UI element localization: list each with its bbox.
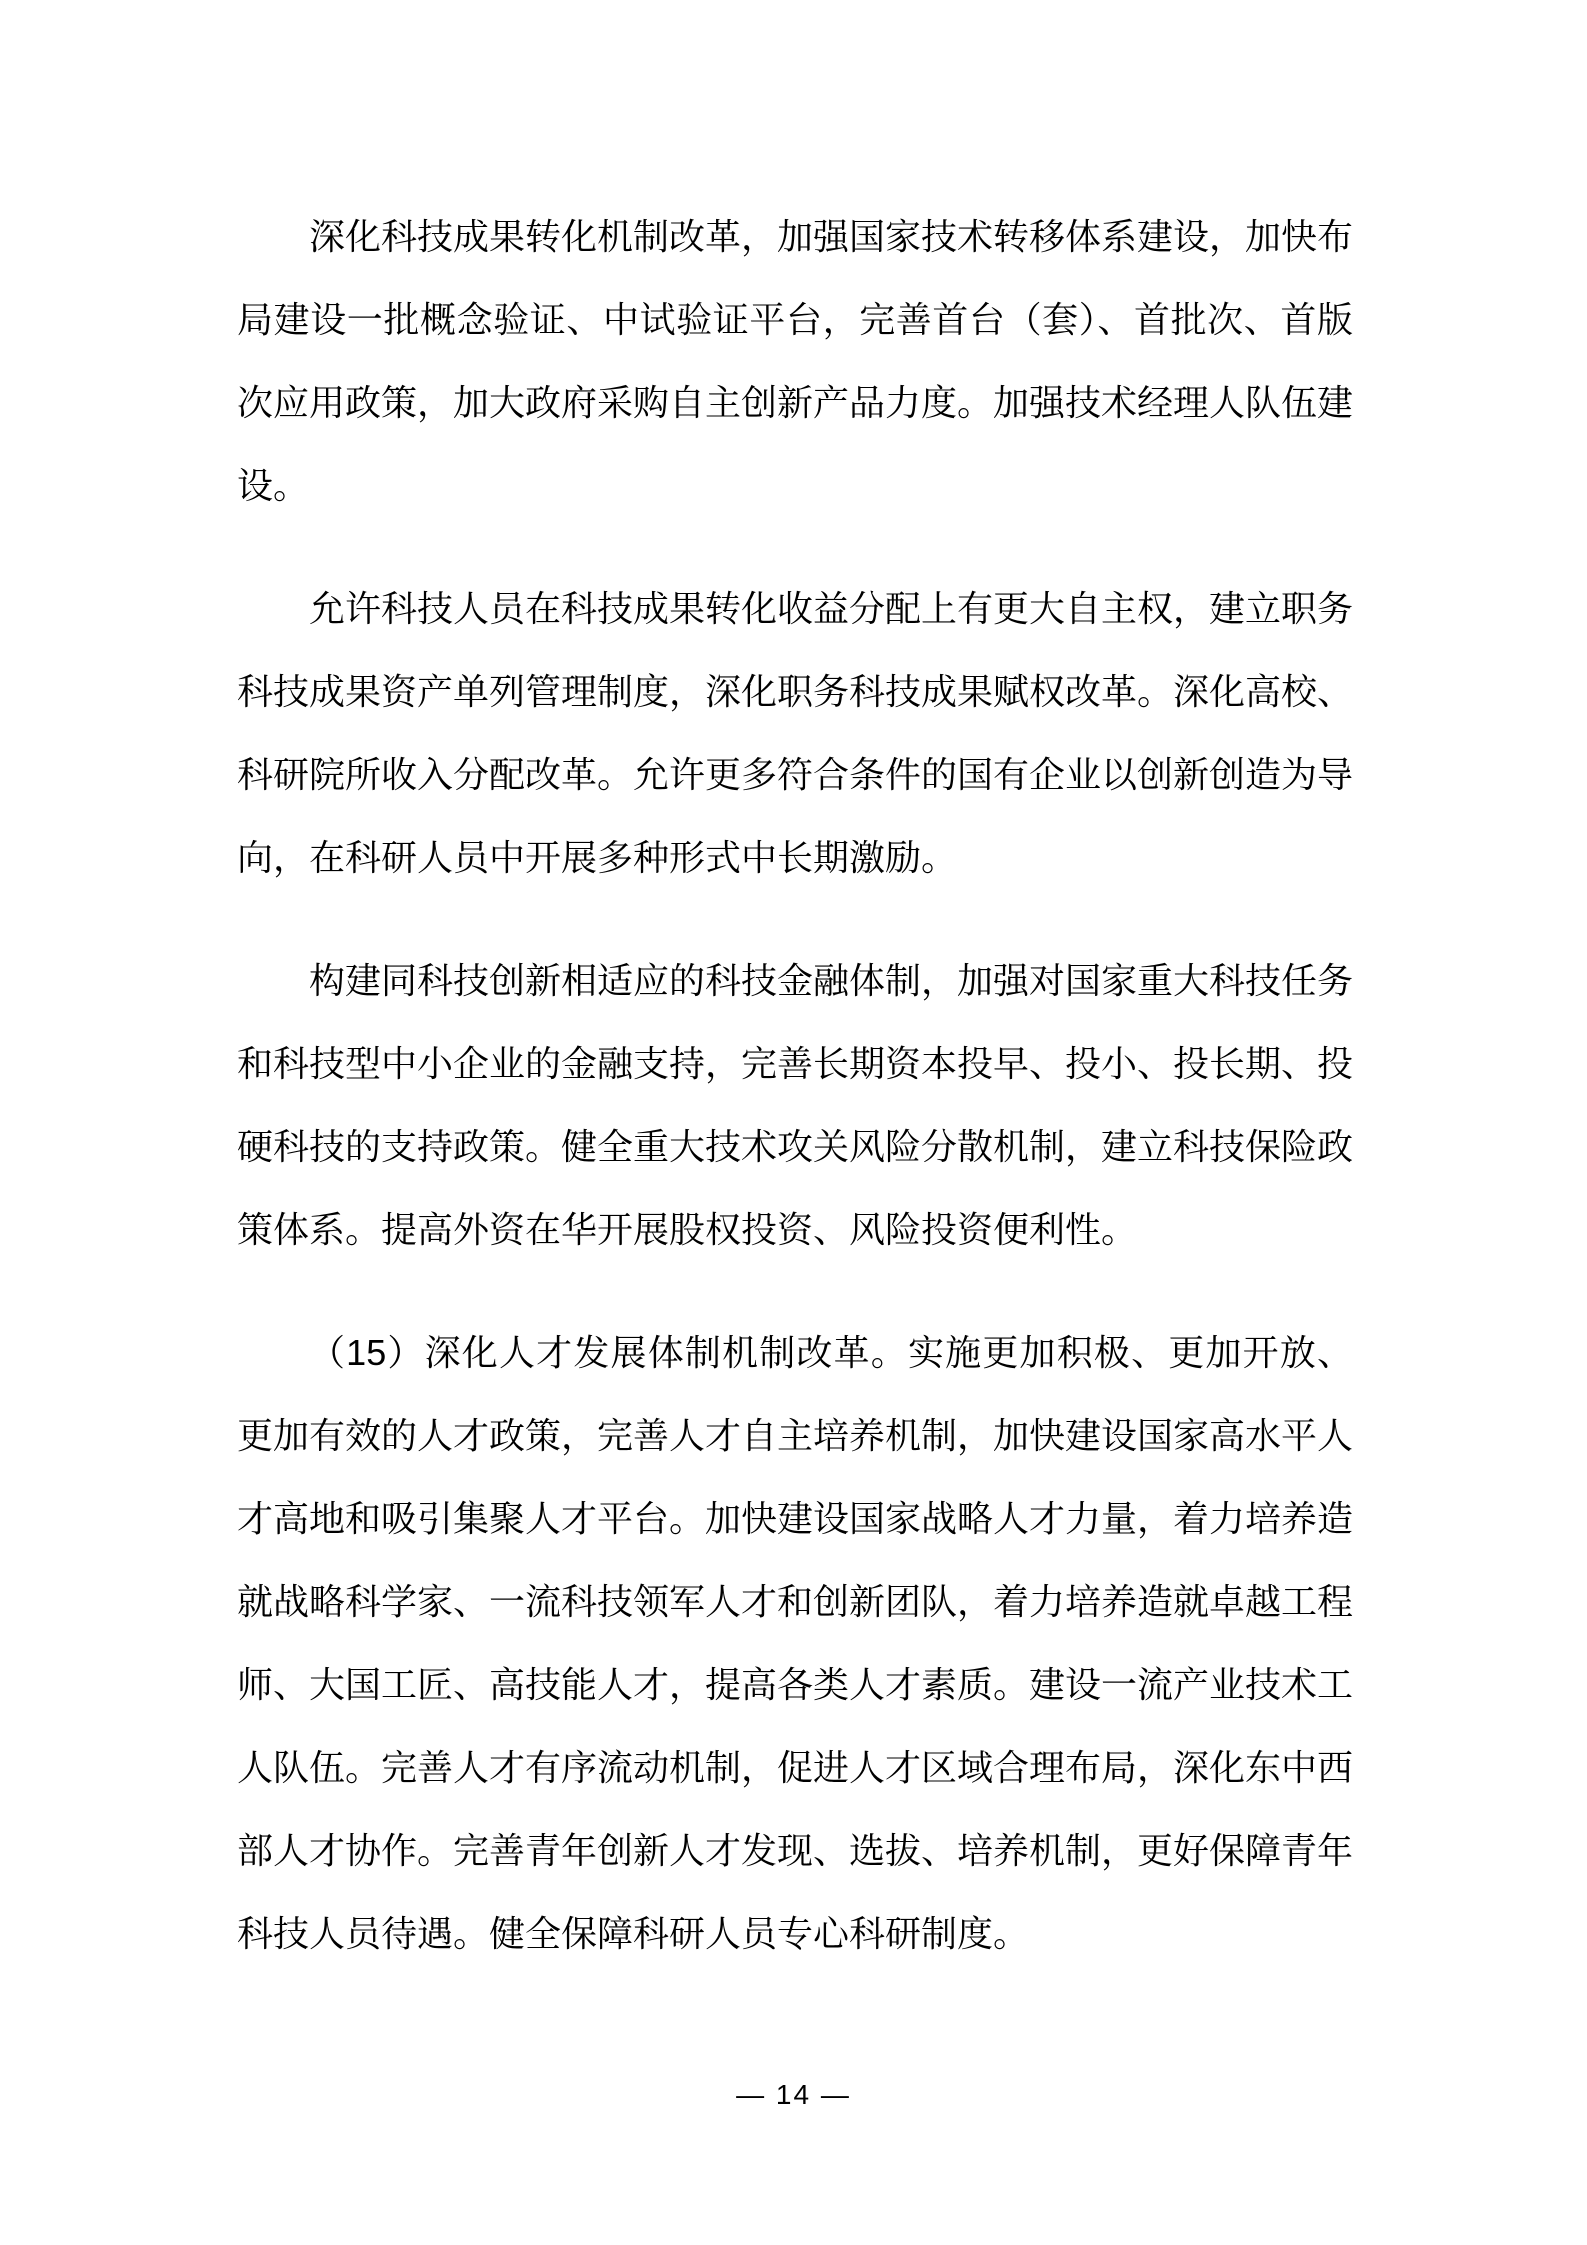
paragraph-15-talent-reform: （15）深化人才发展体制机制改革。实施更加积极、更加开放、更加有效的人才政策，完善人才自主培养机制，加快建设国家高水平人才高地和吸引集聚人才平台。加快建设国家战略人才力量，着力培养造就战略科学家、一流科技领军人才和创新团队，着力培养造就卓越工程师、大国工匠、高技能人才，提高各类人才素质。建设一流产业技术工人队伍。完善人才有序流动机制，促进人才区域合理布局，深化东中西部人才协作。完善青年创新人才发现、选拔、培养机制，更好保障青年科技人员待遇。健全保障科研人员专心科研制度。 — [237, 1332, 1354, 1954]
paragraph-income-distribution: 允许科技人员在科技成果转化收益分配上有更大自主权，建立职务科技成果资产单列管理制度，深化职务科技成果赋权改革。深化高校、科研院所收入分配改革。允许更多符合条件的国有企业以创新创造为导向，在科研人员中开展多种形式中长期激励。 — [237, 588, 1354, 878]
paragraph-sci-tech-finance: 构建同科技创新相适应的科技金融体制，加强对国家重大科技任务和科技型中小企业的金融支持，完善长期资本投早、投小、投长期、投硬科技的支持政策。健全重大技术攻关风险分散机制，建立科技保险政策体系。提高外资在华开展股权投资、风险投资便利性。 — [237, 960, 1354, 1250]
paragraph-tech-transfer: 深化科技成果转化机制改革，加强国家技术转移体系建设，加快布局建设一批概念验证、中试验证平台，完善首台（套）、首批次、首版次应用政策，加大政府采购自主创新产品力度。加强技术经理人队伍建设。 — [237, 216, 1354, 506]
page-number: — 14 — — [736, 2079, 851, 2110]
page-footer — [0, 2078, 1587, 2112]
document-body — [237, 195, 1353, 1975]
